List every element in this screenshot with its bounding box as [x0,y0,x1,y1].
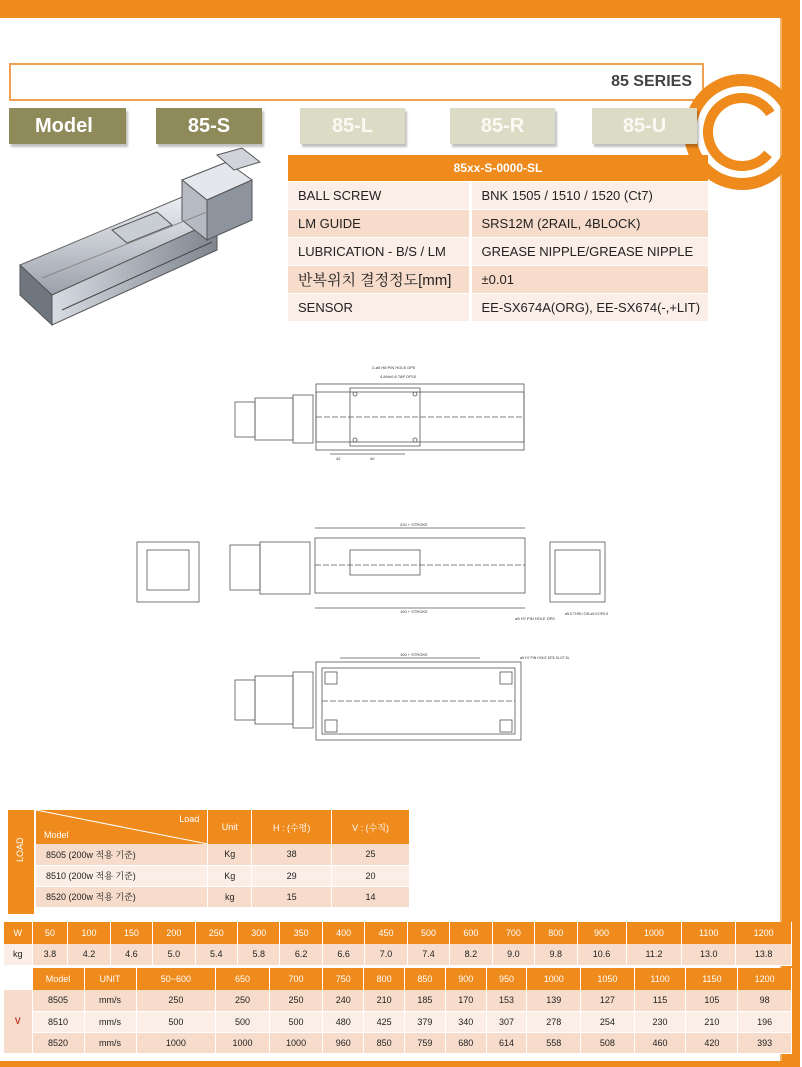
spec-key: 반복위치 결정정도[mm] [288,265,470,293]
table-row [4,1011,792,1032]
speed-value: 210 [686,1011,738,1032]
speed-value: 480 [323,1011,364,1032]
load-header-model: Model [44,830,69,840]
speed-stroke: 1050 [581,968,635,990]
speed-model: 8505 [32,990,84,1011]
weight-w-label: W [4,922,32,944]
load-h: 29 [252,865,332,886]
weight-stroke: 150 [110,922,152,944]
table-row [36,886,410,907]
speed-model: 8510 [32,1011,84,1032]
weight-stroke: 1100 [682,922,736,944]
weight-stroke: 600 [450,922,492,944]
speed-value: 614 [486,1032,527,1053]
speed-value: 340 [445,1011,486,1032]
weight-value: 9.0 [492,944,534,965]
drawing-note: ø5.5 THRU C/B ø9.5 DP5.5 [565,612,609,616]
weight-stroke: 450 [365,922,407,944]
spec-key: SENSOR [288,293,470,321]
speed-value: 558 [527,1032,581,1053]
speed-value: 254 [581,1011,635,1032]
speed-header-model: Model [32,968,84,990]
drawing-note: 100 + STROKE [400,609,428,614]
speed-value: 500 [136,1011,216,1032]
speed-value: 240 [323,990,364,1011]
table-row [36,844,410,865]
weight-stroke: 100 [68,922,110,944]
weight-stroke: 700 [492,922,534,944]
frame-top-bar [0,0,800,18]
weight-stroke: 800 [535,922,577,944]
load-unit: kg [208,886,252,907]
load-h: 15 [252,886,332,907]
speed-stroke: 1150 [686,968,738,990]
speed-value: 250 [216,990,270,1011]
speed-stroke: 650 [216,968,270,990]
weight-value: 10.6 [577,944,626,965]
speed-value: 680 [445,1032,486,1053]
speed-value: 759 [405,1032,446,1053]
speed-unit: mm/s [84,1032,136,1053]
speed-unit: mm/s [84,990,136,1011]
speed-value: 379 [405,1011,446,1032]
series-banner [9,63,704,101]
load-model: 8510 (200w 적용 기준) [36,865,208,886]
spec-key: BALL SCREW [288,181,470,209]
weight-value: 5.4 [195,944,237,965]
load-model: 8505 (200w 적용 기준) [36,844,208,865]
drawing-bottom-view [230,650,570,750]
weight-value: 3.8 [32,944,68,965]
speed-header-unit: UNIT [84,968,136,990]
tab-85-u[interactable]: 85-U [592,108,697,144]
weight-value: 7.4 [407,944,449,965]
load-v: 20 [332,865,410,886]
weight-stroke: 200 [153,922,195,944]
tab-85-l[interactable]: 85-L [300,108,405,144]
load-table [36,810,410,908]
speed-stroke: 900 [445,968,486,990]
weight-value: 4.2 [68,944,110,965]
drawing-note: 4-M4x0.6 TAP DP10 [380,374,417,379]
spec-value: BNK 1505 / 1510 / 1520 (Ct7) [470,181,708,209]
speed-value: 393 [738,1032,792,1053]
speed-value: 960 [323,1032,364,1053]
tab-85-r[interactable]: 85-R [450,108,555,144]
weight-value: 7.0 [365,944,407,965]
load-header-v: V : (수직) [332,810,410,844]
weight-value: 13.0 [682,944,736,965]
speed-value: 210 [364,990,405,1011]
speed-v-label: V [4,990,32,1053]
weight-value: 5.0 [153,944,195,965]
speed-value: 850 [364,1032,405,1053]
speed-stroke: 1200 [738,968,792,990]
speed-value: 250 [269,990,323,1011]
spec-value: GREASE NIPPLE/GREASE NIPPLE [470,237,708,265]
speed-stroke: 1100 [634,968,686,990]
weight-value: 4.6 [110,944,152,965]
drawing-note: ø5 H7 PIN HOLE DP5 [515,616,555,621]
load-unit: Kg [208,865,252,886]
load-v: 14 [332,886,410,907]
load-model: 8520 (200w 적용 기준) [36,886,208,907]
spec-key: LM GUIDE [288,209,470,237]
tab-model[interactable]: Model [9,108,126,144]
table-row [36,865,410,886]
weight-value: 13.8 [736,944,792,965]
speed-value: 250 [136,990,216,1011]
load-side-text: LOAD [15,837,25,862]
weight-stroke: 50 [32,922,68,944]
speed-table [4,968,792,1054]
weight-stroke: 1000 [626,922,682,944]
speed-value: 500 [269,1011,323,1032]
frame-bottom-bar [0,1061,800,1067]
speed-value: 425 [364,1011,405,1032]
table-row [4,990,792,1011]
weight-stroke: 350 [280,922,322,944]
series-title: 85 SERIES [611,73,692,90]
speed-value: 185 [405,990,446,1011]
speed-model: 8520 [32,1032,84,1053]
weight-value: 6.2 [280,944,322,965]
speed-value: 1000 [136,1032,216,1053]
speed-value: 127 [581,990,635,1011]
speed-value: 307 [486,1011,527,1032]
speed-value: 508 [581,1032,635,1053]
load-header-unit: Unit [208,810,252,844]
speed-stroke: 1000 [527,968,581,990]
speed-stroke: 950 [486,968,527,990]
drawing-dim: 40 [370,456,375,461]
speed-stroke: 50~600 [136,968,216,990]
weight-value: 6.6 [322,944,364,965]
speed-unit: mm/s [84,1011,136,1032]
speed-corner [4,968,32,990]
weight-table [4,922,792,966]
load-header-diag [36,810,208,844]
speed-value: 105 [686,990,738,1011]
spec-row [288,181,708,209]
speed-value: 278 [527,1011,581,1032]
drawing-side-view [125,520,635,625]
speed-value: 115 [634,990,686,1011]
load-unit: Kg [208,844,252,865]
weight-value: 8.2 [450,944,492,965]
spec-row [288,293,708,321]
speed-value: 230 [634,1011,686,1032]
drawing-dim: 42 [336,456,341,461]
load-header-load: Load [179,814,200,824]
drawing-note: 220 + STROKE [400,522,428,527]
load-side-label [8,810,34,914]
speed-value: 420 [686,1032,738,1053]
weight-stroke: 300 [238,922,280,944]
spec-title: 85xx-S-0000-SL [288,155,708,181]
speed-value: 153 [486,990,527,1011]
speed-stroke: 700 [269,968,323,990]
weight-stroke: 500 [407,922,449,944]
drawing-top-view [230,362,530,462]
tab-85-s[interactable]: 85-S [156,108,262,144]
weight-value: 5.8 [238,944,280,965]
load-v: 25 [332,844,410,865]
product-image [12,150,272,335]
weight-stroke: 400 [322,922,364,944]
speed-value: 460 [634,1032,686,1053]
speed-value: 139 [527,990,581,1011]
speed-value: 1000 [269,1032,323,1053]
spec-row [288,209,708,237]
speed-value: 196 [738,1011,792,1032]
speed-stroke: 750 [323,968,364,990]
spec-value: SRS12M (2RAIL, 4BLOCK) [470,209,708,237]
drawing-note: ø5 H7 PIN HOLE DP5 SLOT 5L [520,656,570,660]
weight-stroke: 250 [195,922,237,944]
speed-stroke: 850 [405,968,446,990]
table-row [4,1032,792,1053]
spec-table [288,155,708,321]
spec-value: ±0.01 [470,265,708,293]
load-h: 38 [252,844,332,865]
speed-value: 1000 [216,1032,270,1053]
speed-value: 500 [216,1011,270,1032]
spec-value: EE-SX674A(ORG), EE-SX674(-,+LIT) [470,293,708,321]
weight-stroke: 900 [577,922,626,944]
weight-kg-label: kg [4,944,32,965]
speed-value: 170 [445,990,486,1011]
speed-value: 98 [738,990,792,1011]
spec-row [288,265,708,293]
load-header-h: H : (수평) [252,810,332,844]
drawing-note: 2-ø5 H8 PIN HOLE DP5 [372,365,416,370]
weight-value: 11.2 [626,944,682,965]
drawing-note: 100 + STROKE [400,652,428,657]
speed-stroke: 800 [364,968,405,990]
spec-key: LUBRICATION - B/S / LM [288,237,470,265]
weight-value: 9.8 [535,944,577,965]
spec-row [288,237,708,265]
weight-stroke: 1200 [736,922,792,944]
